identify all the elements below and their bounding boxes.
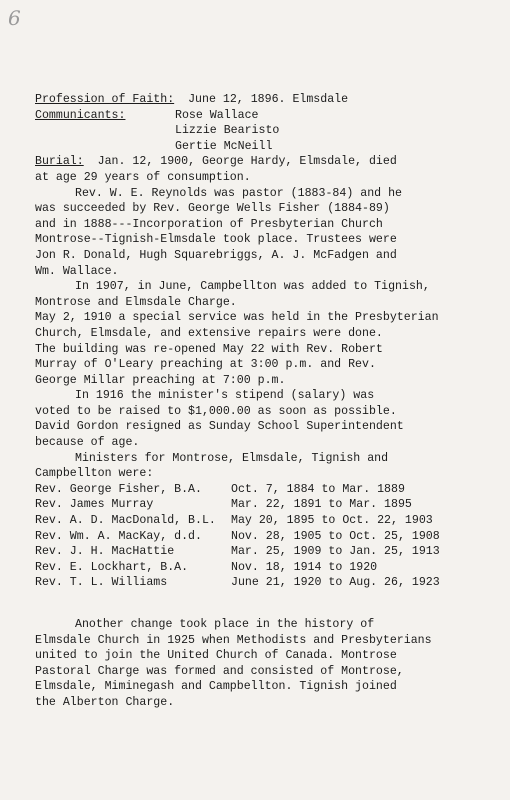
- minister-dates: Mar. 25, 1909 to Jan. 25, 1913: [231, 545, 440, 559]
- minister-row: [35, 544, 495, 560]
- paragraph-line: united to join the United Church of Canada. Montrose: [35, 649, 397, 663]
- communicants-line: [35, 139, 495, 155]
- paragraph-line: Campbellton were:: [35, 467, 154, 481]
- minister-name: Rev. J. H. MacHattie: [35, 545, 175, 559]
- paragraph-line: Elmsdale Church in 1925 when Methodists and Presbyterians: [35, 633, 432, 647]
- paragraph-line: May 2, 1910 a special service was held in the Presbyterian: [35, 311, 439, 325]
- minister-row: [35, 529, 495, 545]
- minister-row: [35, 560, 495, 576]
- paragraph-line: Church, Elmsdale, and extensive repairs were done.: [35, 326, 383, 340]
- minister-name: Rev. E. Lockhart, B.A.: [35, 560, 189, 574]
- paragraph-line: Murray of O'Leary preaching at 3:00 p.m. and Rev.: [35, 358, 376, 372]
- minister-row: [35, 497, 495, 513]
- communicants-line: [35, 108, 495, 124]
- paragraph-line: Ministers for Montrose, Elmsdale, Tignish and: [75, 451, 389, 465]
- paragraph-line: Wm. Wallace.: [35, 264, 119, 278]
- paragraph-line: In 1907, in June, Campbellton was added to Tignish,: [75, 280, 430, 294]
- paragraph-line: was succeeded by Rev. George Wells Fisher (1884-89): [35, 202, 390, 216]
- minister-dates: Oct. 7, 1884 to Mar. 1889: [231, 482, 405, 496]
- paragraph-line: the Alberton Charge.: [35, 695, 175, 709]
- paragraph-line: and in 1888---Incorporation of Presbyterian Church: [35, 217, 383, 231]
- paragraph-line: Montrose--Tignish-Elmsdale took place. Trustees were: [35, 233, 397, 247]
- paragraph-line: In 1916 the minister's stipend (salary) was: [75, 389, 375, 403]
- paragraph-line: Jon R. Donald, Hugh Squarebriggs, A. J. McFadgen and: [35, 248, 397, 262]
- minister-row: [35, 482, 495, 498]
- paragraph-line: because of age.: [35, 436, 140, 450]
- minister-name: Rev. George Fisher, B.A.: [35, 482, 202, 496]
- burial-text: Jan. 12, 1900, George Hardy, Elmsdale, died: [97, 155, 397, 169]
- ministers-table: [35, 482, 495, 591]
- paragraph-line: David Gordon resigned as Sunday School Superintendent: [35, 420, 404, 434]
- minister-row: [35, 513, 495, 529]
- burial-text: at age 29 years of consumption.: [35, 170, 251, 184]
- burial-label: Burial:: [35, 155, 84, 169]
- minister-dates: June 21, 1920 to Aug. 26, 1923: [231, 576, 440, 590]
- profession-label: Profession of Faith:: [35, 93, 175, 106]
- minister-name: Rev. A. D. MacDonald, B.L.: [35, 514, 216, 528]
- paragraph-line: Rev. W. E. Reynolds was pastor (1883-84) and he: [75, 186, 402, 200]
- minister-dates: Mar. 22, 1891 to Mar. 1895: [231, 498, 412, 512]
- paragraph-line: Pastoral Charge was formed and consisted of Montrose,: [35, 664, 404, 678]
- profession-line: [35, 92, 495, 108]
- paragraph-line: Montrose and Elmsdale Charge.: [35, 295, 237, 309]
- paragraph-line: George Millar preaching at 7:00 p.m.: [35, 373, 286, 387]
- page-number: 6: [8, 6, 21, 30]
- minister-name: Rev. Wm. A. MacKay, d.d.: [35, 529, 202, 543]
- minister-dates: Nov. 28, 1905 to Oct. 25, 1908: [231, 529, 440, 543]
- profession-date: June 12, 1896. Elmsdale: [188, 93, 349, 106]
- paragraph-line: The building was re-opened May 22 with Rev. Robert: [35, 342, 383, 356]
- minister-dates: May 20, 1895 to Oct. 22, 1903: [231, 514, 433, 528]
- burial-line: [35, 154, 495, 170]
- minister-name: Rev. T. L. Williams: [35, 576, 168, 590]
- minister-dates: Nov. 18, 1914 to 1920: [231, 560, 378, 574]
- minister-row: [35, 575, 495, 591]
- paragraph-line: Elmsdale, Miminegash and Campbellton. Tignish joined: [35, 680, 397, 694]
- communicant-name: Rose Wallace: [175, 108, 259, 122]
- communicant-name: Gertie McNeill: [175, 139, 273, 153]
- document-body: [35, 92, 495, 711]
- communicants-label: Communicants:: [35, 108, 126, 122]
- paragraph-line: voted to be raised to $1,000.00 as soon as possible.: [35, 404, 397, 418]
- minister-name: Rev. James Murray: [35, 498, 154, 512]
- communicant-name: Lizzie Bearisto: [175, 124, 280, 138]
- paragraph-line: Another change took place in the history of: [75, 618, 375, 631]
- communicants-line: [35, 123, 495, 139]
